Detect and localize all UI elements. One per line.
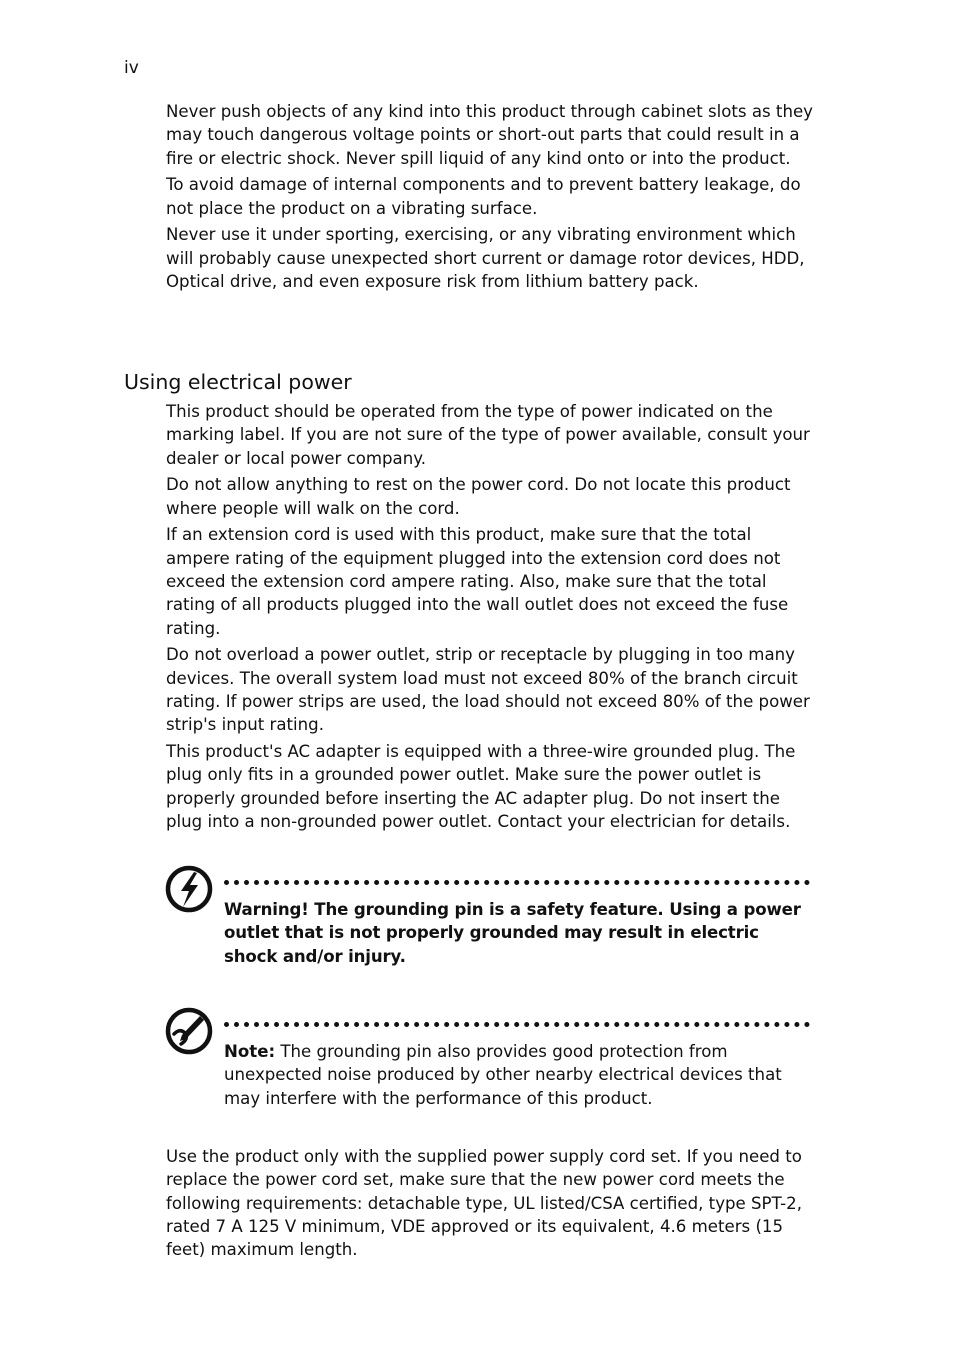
note-label: Note: <box>224 1042 276 1061</box>
note-body: The grounding pin also provides good protection from unexpected noise produced by other nearby electrical devices that may interfere with the performance of this product. <box>224 1042 782 1108</box>
paragraph-cabinet-slots: Never push objects of any kind into this product through cabinet slots as they may touch dangerous voltage points or short-out parts that could result in a fire or electric shock. Never spill liquid of any kind onto or into the product. <box>166 102 813 168</box>
paragraph-vibrating-surface: To avoid damage of internal components and to prevent battery leakage, do not place the product on a vibrating surface. <box>166 175 801 218</box>
note-divider <box>224 1022 810 1027</box>
lightning-warning-icon <box>164 864 214 914</box>
section-heading: Using electrical power <box>124 370 352 394</box>
paragraph-power-supply-cord: Use the product only with the supplied power supply cord set. If you need to replace the power cord set, make sure that the new power cord meets the following requirements: detachable type, UL listed/CSA certified, type SPT-2, rated 7 A 125 V minimum, VDE approved or its equivalent, 4.6 meters (15 feet) maximum length. <box>166 1147 802 1260</box>
paragraph-power-cord: Do not allow anything to rest on the power cord. Do not locate this product where people will walk on the cord. <box>166 475 791 518</box>
paragraph-extension-cord: If an extension cord is used with this product, make sure that the total ampere rating of the equipment plugged into the extension cord does not exceed the extension cord ampere rating. Also, make sure that the total rating of all products plugged into the wall outlet does not exceed the fuse rating. <box>166 525 789 638</box>
note-callout <box>164 1006 814 1126</box>
paragraph-vibrating-environment: Never use it under sporting, exercising, or any vibrating environment which will probably cause unexpected short current or damage rotor devices, HDD, Optical drive, and even exposure risk from lithium battery pack. <box>166 225 805 292</box>
warning-text: Warning! The grounding pin is a safety feature. Using a power outlet that is not properly grounded may result in electric shock and/or injury. <box>224 900 801 966</box>
note-text <box>224 1040 814 1110</box>
section-paragraphs <box>166 400 814 837</box>
paragraph-overload: Do not overload a power outlet, strip or receptacle by plugging in too many devices. The overall system load must not exceed 80% of the branch circuit rating. If power strips are used, the load should not exceed 80% of the power strip's input rating. <box>166 645 810 735</box>
warning-divider <box>224 880 810 885</box>
top-paragraphs <box>166 100 814 297</box>
paragraph-ac-adapter: This product's AC adapter is equipped with a three-wire grounded plug. The plug only fits in a grounded power outlet. Make sure the power outlet is properly grounded before inserting the AC adapter plug. Do not insert the plug into a non-grounded power outlet. Contact your electrician for details. <box>166 742 796 832</box>
page-number: iv <box>124 58 139 78</box>
final-paragraph-block <box>166 1145 814 1265</box>
note-pen-icon <box>164 1006 214 1056</box>
paragraph-power-type: This product should be operated from the type of power indicated on the marking label. If you are not sure of the type of power available, consult your dealer or local power company. <box>166 402 810 468</box>
warning-callout <box>164 864 814 984</box>
